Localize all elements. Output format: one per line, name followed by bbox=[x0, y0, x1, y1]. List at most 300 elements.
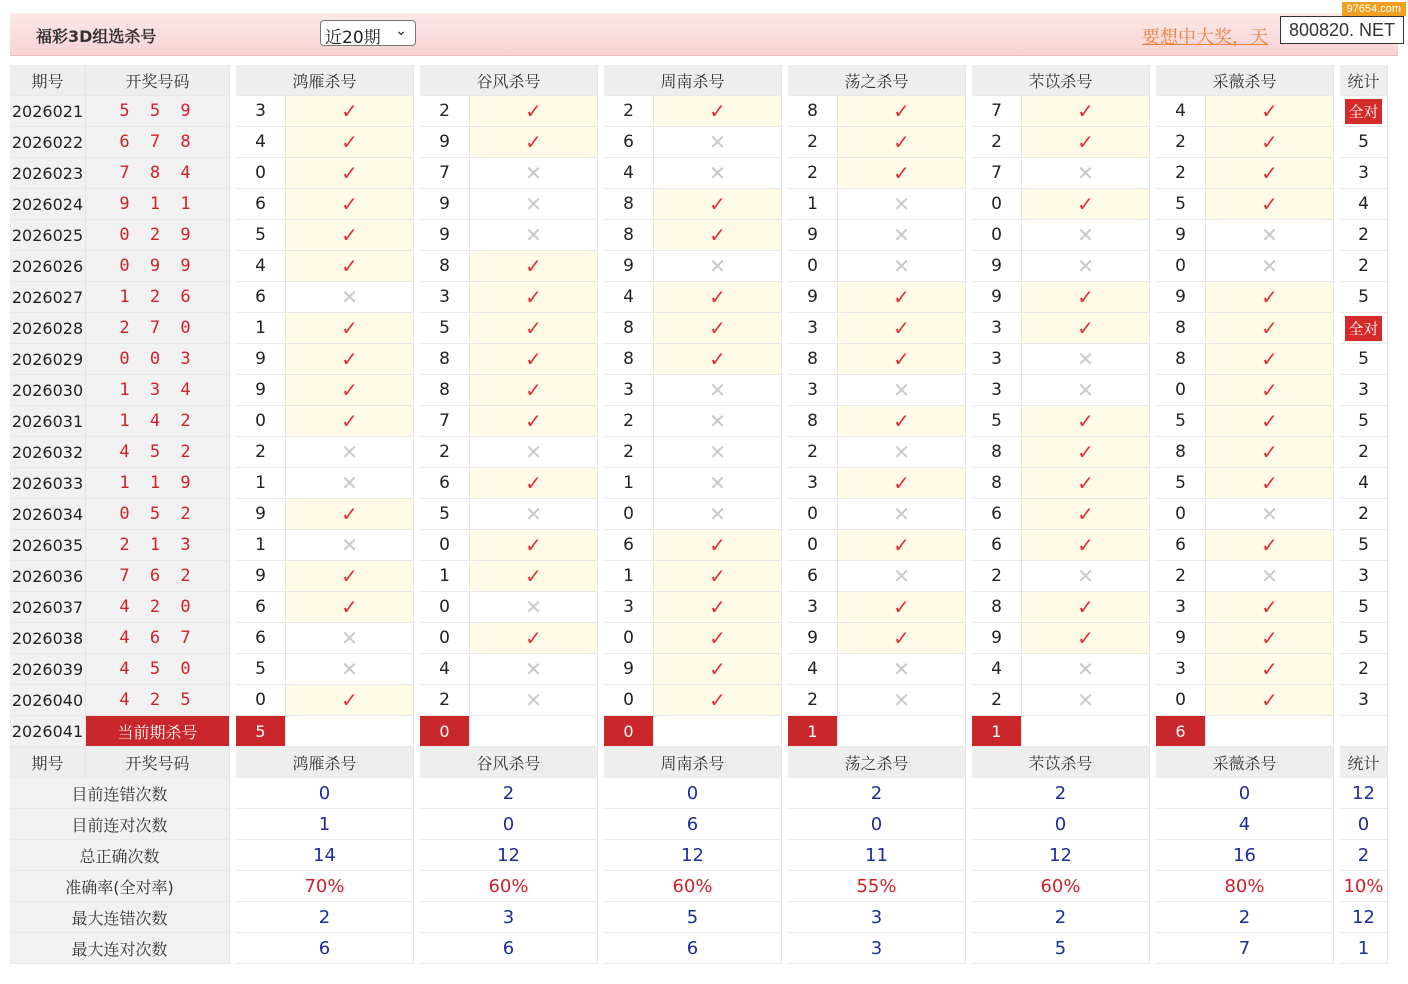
period-cell: 2026038 bbox=[10, 623, 86, 654]
stat-value: 60% bbox=[420, 871, 598, 902]
kill-number: 2 bbox=[788, 158, 838, 189]
kill-number: 5 bbox=[236, 220, 286, 251]
period-cell: 2026039 bbox=[10, 654, 86, 685]
check-icon: ✓ bbox=[654, 282, 782, 313]
stat-value: 2 bbox=[236, 902, 414, 933]
check-icon: ✓ bbox=[654, 313, 782, 344]
stat-value: 6 bbox=[604, 809, 782, 840]
kill-number: 6 bbox=[972, 499, 1022, 530]
check-icon: ✓ bbox=[1022, 468, 1150, 499]
current-row bbox=[10, 716, 1388, 747]
check-icon: ✓ bbox=[838, 127, 966, 158]
table-row bbox=[10, 499, 1388, 530]
period-cell: 2026030 bbox=[10, 375, 86, 406]
check-icon: ✓ bbox=[286, 375, 414, 406]
kill-number: 1 bbox=[604, 468, 654, 499]
kill-number: 3 bbox=[604, 592, 654, 623]
kill-number: 6 bbox=[236, 189, 286, 220]
kill-number: 3 bbox=[604, 375, 654, 406]
row-total bbox=[1340, 437, 1388, 468]
period-cell: 2026026 bbox=[10, 251, 86, 282]
stat-value: 60% bbox=[972, 871, 1150, 902]
draw-numbers: 0 2 9 bbox=[86, 220, 230, 251]
kill-number: 6 bbox=[236, 592, 286, 623]
row-total-value: 2 bbox=[1358, 225, 1369, 245]
cross-icon: ✕ bbox=[470, 499, 598, 530]
kill-number: 8 bbox=[1156, 437, 1206, 468]
cross-icon: ✕ bbox=[654, 468, 782, 499]
kill-number: 9 bbox=[788, 220, 838, 251]
check-icon: ✓ bbox=[1206, 654, 1334, 685]
kill-number: 2 bbox=[1156, 127, 1206, 158]
header-expert: 周南杀号 bbox=[604, 747, 782, 778]
check-icon: ✓ bbox=[654, 561, 782, 592]
period-cell: 2026034 bbox=[10, 499, 86, 530]
kill-number: 2 bbox=[420, 96, 470, 127]
kill-number: 3 bbox=[972, 313, 1022, 344]
row-total-value: 4 bbox=[1358, 194, 1369, 214]
kill-number-table bbox=[10, 65, 1388, 964]
cross-icon: ✕ bbox=[1022, 654, 1150, 685]
kill-number: 6 bbox=[420, 468, 470, 499]
draw-numbers: 4 2 0 bbox=[86, 592, 230, 623]
kill-number: 5 bbox=[420, 499, 470, 530]
stat-total: 1 bbox=[1340, 933, 1388, 964]
check-icon: ✓ bbox=[1206, 468, 1334, 499]
kill-number: 1 bbox=[788, 189, 838, 220]
stat-value: 0 bbox=[604, 778, 782, 809]
check-icon: ✓ bbox=[838, 530, 966, 561]
kill-number: 9 bbox=[236, 344, 286, 375]
draw-numbers: 1 3 4 bbox=[86, 375, 230, 406]
period-cell: 2026031 bbox=[10, 406, 86, 437]
header-expert: 周南杀号 bbox=[604, 65, 782, 96]
header-expert: 采薇杀号 bbox=[1156, 747, 1334, 778]
chevron-down-icon: ⌄ bbox=[395, 23, 407, 39]
row-total-value: 5 bbox=[1358, 411, 1369, 431]
row-total bbox=[1340, 468, 1388, 499]
draw-numbers: 0 9 9 bbox=[86, 251, 230, 282]
stat-row bbox=[10, 902, 1388, 933]
current-kill-number: 1 bbox=[788, 716, 838, 747]
kill-number: 9 bbox=[1156, 282, 1206, 313]
row-total-value: 5 bbox=[1358, 349, 1369, 369]
stat-value: 2 bbox=[420, 778, 598, 809]
kill-number: 8 bbox=[972, 592, 1022, 623]
stat-value: 0 bbox=[1156, 778, 1334, 809]
empty-cell bbox=[1206, 716, 1334, 747]
row-total bbox=[1340, 623, 1388, 654]
kill-number: 1 bbox=[236, 530, 286, 561]
row-total bbox=[1340, 127, 1388, 158]
check-icon: ✓ bbox=[1022, 406, 1150, 437]
period-cell: 2026032 bbox=[10, 437, 86, 468]
kill-number: 2 bbox=[1156, 561, 1206, 592]
current-kill-number: 5 bbox=[236, 716, 286, 747]
kill-number: 0 bbox=[604, 623, 654, 654]
check-icon: ✓ bbox=[838, 592, 966, 623]
kill-number: 4 bbox=[236, 127, 286, 158]
cross-icon: ✕ bbox=[470, 654, 598, 685]
table-row bbox=[10, 127, 1388, 158]
kill-number: 2 bbox=[604, 96, 654, 127]
check-icon: ✓ bbox=[286, 127, 414, 158]
check-icon: ✓ bbox=[1022, 530, 1150, 561]
stat-total: 2 bbox=[1340, 840, 1388, 871]
stat-value: 3 bbox=[788, 902, 966, 933]
stat-total: 12 bbox=[1340, 902, 1388, 933]
cross-icon: ✕ bbox=[838, 375, 966, 406]
stat-value: 0 bbox=[236, 778, 414, 809]
check-icon: ✓ bbox=[286, 158, 414, 189]
draw-numbers: 4 5 0 bbox=[86, 654, 230, 685]
row-total bbox=[1340, 251, 1388, 282]
draw-numbers: 0 0 3 bbox=[86, 344, 230, 375]
stat-value: 5 bbox=[972, 933, 1150, 964]
cross-icon: ✕ bbox=[654, 127, 782, 158]
row-total-value: 3 bbox=[1358, 566, 1369, 586]
stat-value: 60% bbox=[604, 871, 782, 902]
header-expert: 鸿雁杀号 bbox=[236, 747, 414, 778]
kill-number: 6 bbox=[972, 530, 1022, 561]
check-icon: ✓ bbox=[1022, 499, 1150, 530]
table-row bbox=[10, 623, 1388, 654]
period-cell: 2026021 bbox=[10, 96, 86, 127]
cross-icon: ✕ bbox=[654, 499, 782, 530]
cross-icon: ✕ bbox=[1022, 158, 1150, 189]
kill-number: 0 bbox=[420, 530, 470, 561]
row-total bbox=[1340, 561, 1388, 592]
site-badge: 800820. NET bbox=[1280, 16, 1404, 44]
cross-icon: ✕ bbox=[1206, 220, 1334, 251]
check-icon: ✓ bbox=[654, 220, 782, 251]
kill-number: 0 bbox=[1156, 251, 1206, 282]
header-expert: 芣苡杀号 bbox=[972, 65, 1150, 96]
row-total bbox=[1340, 530, 1388, 561]
check-icon: ✓ bbox=[1206, 158, 1334, 189]
draw-numbers: 4 6 7 bbox=[86, 623, 230, 654]
check-icon: ✓ bbox=[1206, 592, 1334, 623]
kill-number: 9 bbox=[236, 375, 286, 406]
table-row bbox=[10, 654, 1388, 685]
kill-number: 6 bbox=[236, 623, 286, 654]
top-bar bbox=[10, 13, 1398, 56]
current-kill-number: 0 bbox=[420, 716, 470, 747]
cross-icon: ✕ bbox=[470, 158, 598, 189]
row-total-value: 3 bbox=[1358, 690, 1369, 710]
check-icon: ✓ bbox=[286, 220, 414, 251]
promo-link[interactable]: 要想中大奖，天 bbox=[1142, 27, 1268, 48]
table-row bbox=[10, 251, 1388, 282]
check-icon: ✓ bbox=[286, 499, 414, 530]
kill-number: 6 bbox=[604, 127, 654, 158]
header-draw: 开奖号码 bbox=[86, 747, 230, 778]
kill-number: 6 bbox=[1156, 530, 1206, 561]
cross-icon: ✕ bbox=[470, 685, 598, 716]
check-icon: ✓ bbox=[286, 561, 414, 592]
period-select[interactable] bbox=[320, 20, 416, 46]
kill-number: 0 bbox=[604, 685, 654, 716]
kill-number: 2 bbox=[788, 437, 838, 468]
cross-icon: ✕ bbox=[286, 468, 414, 499]
stat-value: 0 bbox=[420, 809, 598, 840]
check-icon: ✓ bbox=[1022, 437, 1150, 468]
draw-numbers: 7 8 4 bbox=[86, 158, 230, 189]
cross-icon: ✕ bbox=[286, 437, 414, 468]
empty-cell bbox=[654, 716, 782, 747]
check-icon: ✓ bbox=[838, 158, 966, 189]
kill-number: 6 bbox=[604, 530, 654, 561]
stat-value: 0 bbox=[788, 809, 966, 840]
row-total bbox=[1340, 685, 1388, 716]
header-total: 统计 bbox=[1340, 747, 1388, 778]
kill-number: 0 bbox=[420, 592, 470, 623]
check-icon: ✓ bbox=[470, 251, 598, 282]
stat-value: 6 bbox=[604, 933, 782, 964]
check-icon: ✓ bbox=[654, 623, 782, 654]
kill-number: 3 bbox=[1156, 592, 1206, 623]
stat-row bbox=[10, 871, 1388, 902]
check-icon: ✓ bbox=[1206, 623, 1334, 654]
check-icon: ✓ bbox=[1206, 96, 1334, 127]
kill-number: 5 bbox=[1156, 406, 1206, 437]
table-row bbox=[10, 437, 1388, 468]
row-total-value: 5 bbox=[1358, 597, 1369, 617]
kill-number: 9 bbox=[420, 127, 470, 158]
kill-number: 9 bbox=[1156, 220, 1206, 251]
cross-icon: ✕ bbox=[1206, 251, 1334, 282]
cross-icon: ✕ bbox=[654, 406, 782, 437]
kill-number: 8 bbox=[1156, 313, 1206, 344]
cross-icon: ✕ bbox=[838, 499, 966, 530]
kill-number: 1 bbox=[420, 561, 470, 592]
check-icon: ✓ bbox=[470, 375, 598, 406]
row-total-value: 5 bbox=[1358, 535, 1369, 555]
check-icon: ✓ bbox=[1206, 685, 1334, 716]
kill-number: 0 bbox=[788, 499, 838, 530]
row-total bbox=[1340, 592, 1388, 623]
row-total-value: 3 bbox=[1358, 380, 1369, 400]
kill-number: 7 bbox=[420, 158, 470, 189]
kill-number: 8 bbox=[972, 437, 1022, 468]
kill-number: 9 bbox=[972, 251, 1022, 282]
period-cell: 2026028 bbox=[10, 313, 86, 344]
kill-number: 8 bbox=[604, 344, 654, 375]
cross-icon: ✕ bbox=[1022, 685, 1150, 716]
kill-number: 9 bbox=[604, 251, 654, 282]
draw-numbers: 7 6 2 bbox=[86, 561, 230, 592]
stat-label: 目前连对次数 bbox=[10, 809, 230, 840]
check-icon: ✓ bbox=[654, 530, 782, 561]
draw-numbers: 1 1 9 bbox=[86, 468, 230, 499]
draw-numbers: 4 5 2 bbox=[86, 437, 230, 468]
row-total-value: 2 bbox=[1358, 256, 1369, 276]
empty-cell bbox=[286, 716, 414, 747]
all-correct-badge: 全对 bbox=[1345, 316, 1381, 341]
cross-icon: ✕ bbox=[1022, 220, 1150, 251]
kill-number: 0 bbox=[1156, 375, 1206, 406]
page-title: 福彩3D组选杀号 bbox=[36, 27, 157, 46]
table-row bbox=[10, 158, 1388, 189]
kill-number: 8 bbox=[604, 220, 654, 251]
header-draw: 开奖号码 bbox=[86, 65, 230, 96]
current-kill-number: 6 bbox=[1156, 716, 1206, 747]
check-icon: ✓ bbox=[1206, 375, 1334, 406]
check-icon: ✓ bbox=[1022, 313, 1150, 344]
kill-number: 9 bbox=[788, 623, 838, 654]
table-row bbox=[10, 468, 1388, 499]
row-total-value: 2 bbox=[1358, 659, 1369, 679]
check-icon: ✓ bbox=[470, 530, 598, 561]
kill-number: 2 bbox=[420, 437, 470, 468]
period-cell: 2026033 bbox=[10, 468, 86, 499]
draw-numbers: 1 2 6 bbox=[86, 282, 230, 313]
kill-number: 8 bbox=[788, 406, 838, 437]
kill-number: 4 bbox=[604, 282, 654, 313]
row-total-value: 5 bbox=[1358, 287, 1369, 307]
cross-icon: ✕ bbox=[838, 437, 966, 468]
kill-number: 5 bbox=[1156, 468, 1206, 499]
kill-number: 4 bbox=[972, 654, 1022, 685]
kill-number: 8 bbox=[604, 313, 654, 344]
check-icon: ✓ bbox=[654, 96, 782, 127]
kill-number: 8 bbox=[420, 251, 470, 282]
cross-icon: ✕ bbox=[1022, 561, 1150, 592]
header-expert: 谷风杀号 bbox=[420, 65, 598, 96]
kill-number: 0 bbox=[788, 251, 838, 282]
period-cell: 2026023 bbox=[10, 158, 86, 189]
table-row bbox=[10, 685, 1388, 716]
check-icon: ✓ bbox=[470, 313, 598, 344]
row-total bbox=[1340, 158, 1388, 189]
draw-numbers: 1 4 2 bbox=[86, 406, 230, 437]
row-total-value: 5 bbox=[1358, 132, 1369, 152]
check-icon: ✓ bbox=[470, 623, 598, 654]
kill-number: 5 bbox=[420, 313, 470, 344]
kill-number: 9 bbox=[420, 220, 470, 251]
stat-row bbox=[10, 933, 1388, 964]
check-icon: ✓ bbox=[1206, 313, 1334, 344]
stat-label: 最大连对次数 bbox=[10, 933, 230, 964]
kill-number: 9 bbox=[604, 654, 654, 685]
current-kill-label: 当前期杀号 bbox=[86, 716, 230, 747]
stat-row bbox=[10, 778, 1388, 809]
check-icon: ✓ bbox=[470, 96, 598, 127]
stat-value: 6 bbox=[420, 933, 598, 964]
draw-numbers: 4 2 5 bbox=[86, 685, 230, 716]
row-total bbox=[1340, 406, 1388, 437]
stat-value: 3 bbox=[420, 902, 598, 933]
stat-value: 11 bbox=[788, 840, 966, 871]
kill-number: 3 bbox=[236, 96, 286, 127]
draw-numbers: 0 5 2 bbox=[86, 499, 230, 530]
period-cell: 2026036 bbox=[10, 561, 86, 592]
period-cell: 2026040 bbox=[10, 685, 86, 716]
stat-value: 16 bbox=[1156, 840, 1334, 871]
stat-value: 80% bbox=[1156, 871, 1334, 902]
table-row bbox=[10, 220, 1388, 251]
row-total bbox=[1340, 344, 1388, 375]
check-icon: ✓ bbox=[470, 406, 598, 437]
kill-number: 2 bbox=[1156, 158, 1206, 189]
kill-number: 8 bbox=[604, 189, 654, 220]
period-cell: 2026037 bbox=[10, 592, 86, 623]
kill-number: 2 bbox=[236, 437, 286, 468]
table-row bbox=[10, 189, 1388, 220]
kill-number: 4 bbox=[1156, 96, 1206, 127]
kill-number: 4 bbox=[420, 654, 470, 685]
stat-total: 0 bbox=[1340, 809, 1388, 840]
check-icon: ✓ bbox=[1206, 530, 1334, 561]
check-icon: ✓ bbox=[838, 623, 966, 654]
cross-icon: ✕ bbox=[1022, 251, 1150, 282]
check-icon: ✓ bbox=[286, 685, 414, 716]
stat-label: 总正确次数 bbox=[10, 840, 230, 871]
kill-number: 9 bbox=[788, 282, 838, 313]
check-icon: ✓ bbox=[1022, 127, 1150, 158]
kill-number: 0 bbox=[788, 530, 838, 561]
check-icon: ✓ bbox=[470, 282, 598, 313]
kill-number: 0 bbox=[236, 685, 286, 716]
cross-icon: ✕ bbox=[470, 220, 598, 251]
cross-icon: ✕ bbox=[838, 189, 966, 220]
row-total-value: 2 bbox=[1358, 504, 1369, 524]
row-total bbox=[1340, 313, 1388, 344]
cross-icon: ✕ bbox=[470, 592, 598, 623]
kill-number: 4 bbox=[788, 654, 838, 685]
check-icon: ✓ bbox=[654, 189, 782, 220]
current-kill-number: 0 bbox=[604, 716, 654, 747]
draw-numbers: 9 1 1 bbox=[86, 189, 230, 220]
kill-number: 3 bbox=[972, 375, 1022, 406]
kill-number: 3 bbox=[788, 313, 838, 344]
empty-cell bbox=[1340, 716, 1388, 747]
row-total bbox=[1340, 220, 1388, 251]
all-correct-badge: 全对 bbox=[1345, 99, 1381, 124]
header-row bbox=[10, 747, 1388, 778]
row-total bbox=[1340, 499, 1388, 530]
header-expert: 鸿雁杀号 bbox=[236, 65, 414, 96]
check-icon: ✓ bbox=[1022, 96, 1150, 127]
kill-number: 8 bbox=[420, 375, 470, 406]
period-cell: 2026029 bbox=[10, 344, 86, 375]
draw-numbers: 2 1 3 bbox=[86, 530, 230, 561]
kill-number: 4 bbox=[236, 251, 286, 282]
kill-number: 3 bbox=[788, 375, 838, 406]
header-expert: 谷风杀号 bbox=[420, 747, 598, 778]
check-icon: ✓ bbox=[286, 406, 414, 437]
cross-icon: ✕ bbox=[1022, 375, 1150, 406]
check-icon: ✓ bbox=[470, 127, 598, 158]
header-total: 统计 bbox=[1340, 65, 1388, 96]
cross-icon: ✕ bbox=[286, 654, 414, 685]
stat-value: 2 bbox=[788, 778, 966, 809]
cross-icon: ✕ bbox=[838, 685, 966, 716]
kill-number: 8 bbox=[420, 344, 470, 375]
stat-value: 14 bbox=[236, 840, 414, 871]
stat-value: 2 bbox=[972, 902, 1150, 933]
kill-number: 2 bbox=[972, 127, 1022, 158]
kill-number: 2 bbox=[420, 685, 470, 716]
kill-number: 8 bbox=[972, 468, 1022, 499]
empty-cell bbox=[1022, 716, 1150, 747]
check-icon: ✓ bbox=[1206, 189, 1334, 220]
stat-value: 1 bbox=[236, 809, 414, 840]
stat-value: 6 bbox=[236, 933, 414, 964]
cross-icon: ✕ bbox=[286, 282, 414, 313]
kill-number: 5 bbox=[972, 406, 1022, 437]
current-kill-number: 1 bbox=[972, 716, 1022, 747]
